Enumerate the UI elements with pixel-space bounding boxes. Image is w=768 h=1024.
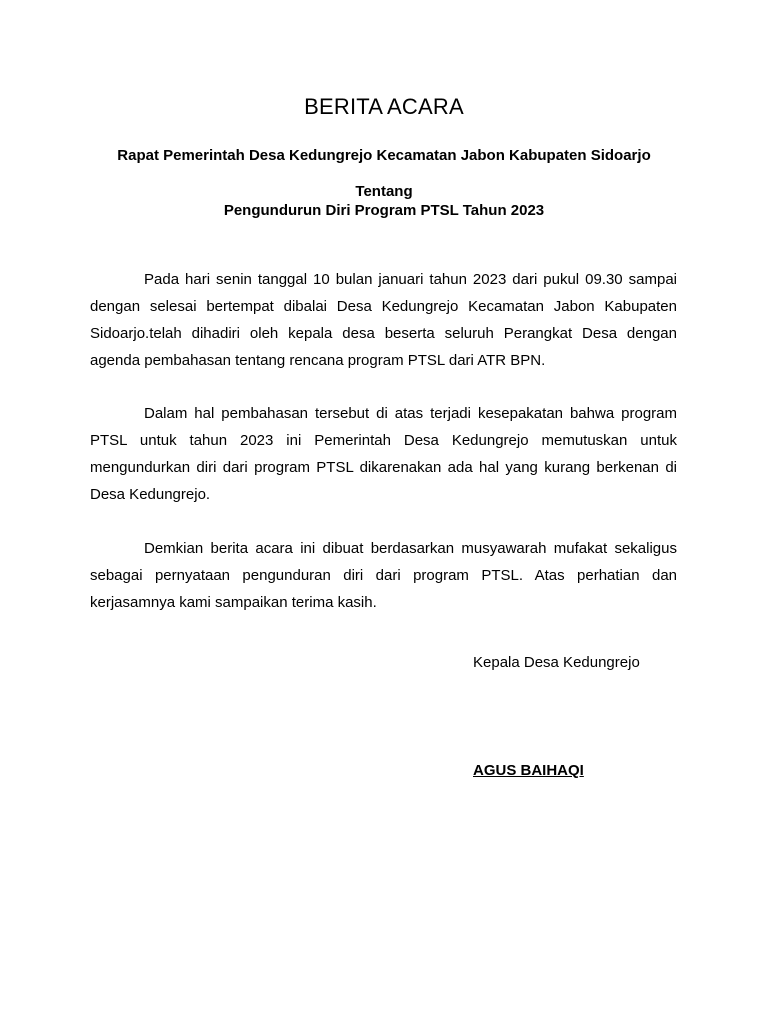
- paragraph-decision: Dalam hal pembahasan tersebut di atas terjadi kesepakatan bahwa program PTSL untuk tahun 2023 ini Pemerintah Desa Kedungrejo memutuskan untuk mengundurkan diri dari program PTSL dikarenakan ada hal yang kurang berkenan di Desa Kedungrejo.: [90, 405, 677, 503]
- about-topic: Pengundurun Diri Program PTSL Tahun 2023: [223, 202, 545, 219]
- paragraph-meeting-details: Pada hari senin tanggal 10 bulan januari tahun 2023 dari pukul 09.30 sampai dengan selesai bertempat dibalai Desa Kedungrejo Kecamatan Jabon Kabupaten Sidoarjo.telah dihadiri oleh kepala desa beserta seluruh Perangkat Desa dengan agenda pembahasan tentang rencana program PTSL dari ATR BPN.: [90, 271, 677, 369]
- about-label: Tentang: [355, 183, 413, 200]
- signature-name: AGUS BAIHAQI: [473, 762, 584, 779]
- paragraph-closing: Demkian berita acara ini dibuat berdasarkan musyawarah mufakat sekaligus sebagai pernyataan pengunduran diri dari program PTSL. Atas perhatian dan kerjasamnya kami sampaikan terima kasih.: [90, 540, 677, 611]
- document-subtitle: Rapat Pemerintah Desa Kedungrejo Kecamatan Jabon Kabupaten Sidoarjo: [117, 147, 651, 164]
- signature-role: Kepala Desa Kedungrejo: [473, 654, 640, 671]
- document-about: [0, 182, 768, 220]
- document-title: BERITA ACARA: [304, 94, 464, 119]
